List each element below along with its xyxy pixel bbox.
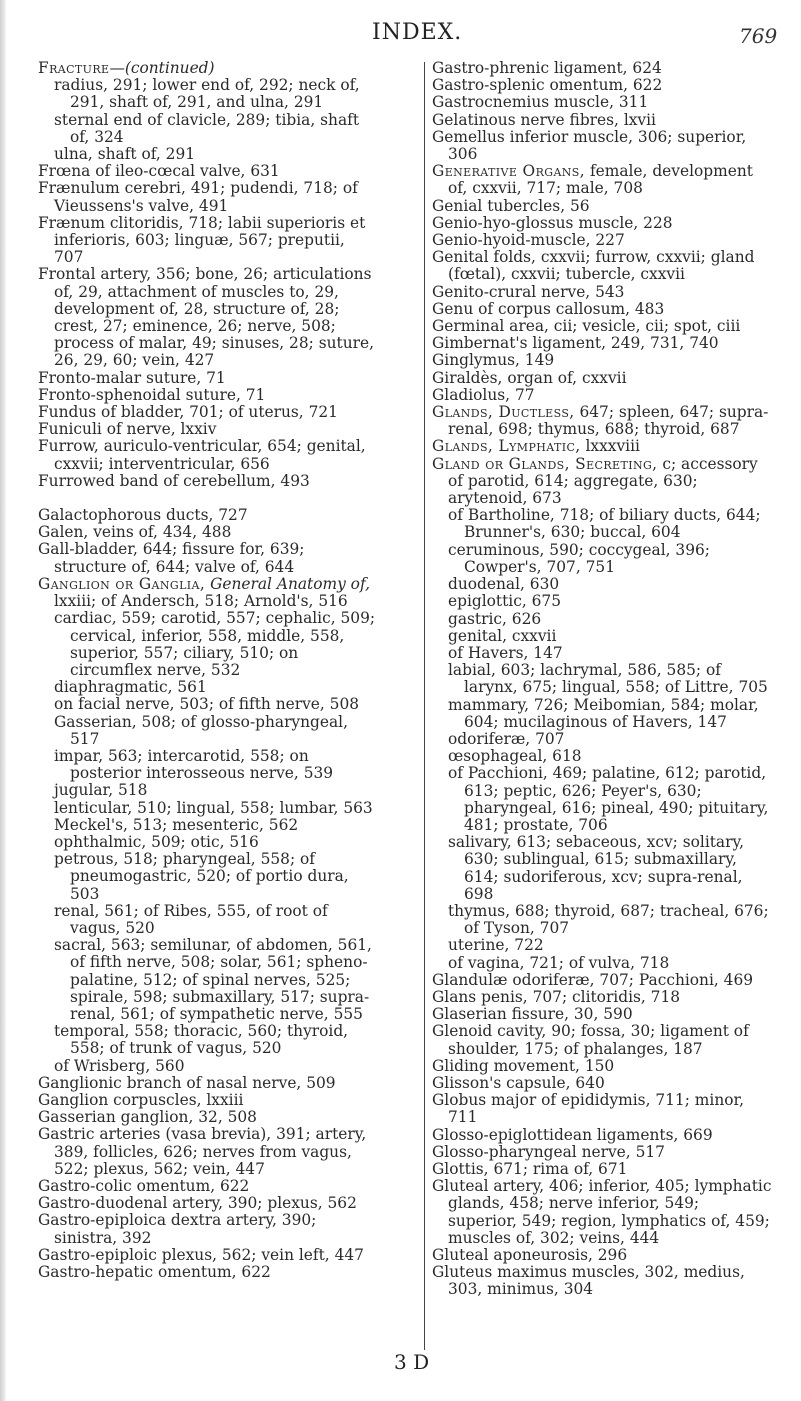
index-subentry: cardiac, 559; carotid, 557; cephalic, 509; cervical, inferior, 558, middle, 558, superior, 557; ciliary, 510; on circumflex nerve, 532 [54, 609, 376, 679]
index-entry: Glenoid cavity, 90; fossa, 30; ligament of shoulder, 175; of phalanges, 187 [432, 1022, 749, 1058]
index-subentry: renal, 561; of Ribes, 555, of root of vagus, 520 [54, 901, 328, 937]
index-entry: Genio-hyo-glossus muscle, 228 [432, 213, 673, 232]
index-subentry: temporal, 558; thoracic, 560; thyroid, 558; of trunk of vagus, 520 [54, 1022, 349, 1058]
column-divider [424, 62, 425, 1350]
index-subentry: thymus, 688; thyroid, 687; tracheal, 676; of Tyson, 707 [448, 901, 769, 938]
index-entry: Glottis, 671; rima of, 671 [432, 1160, 628, 1178]
entry-references: c; accessory of parotid, 614; aggregate, 630; arytenoid, 673 [448, 454, 758, 508]
index-entry: Germinal area, cii; vesicle, cii; spot, ciii [432, 317, 741, 336]
entry-heading: Fracture [38, 59, 110, 77]
index-entry: Gelatinous nerve fibres, lxvii [432, 110, 656, 129]
index-entry: Frontal artery, 356; bone, 26; articulations of, 29, attachment of muscles to, 29, development of, 28, structure of, 28; crest, 27; eminence, 26; nerve, 508; process of malar, 49; sinuses, 28; suture, 26, 29, 60; vein, 427 [38, 265, 374, 370]
index-subentry: epiglottic, 675 [448, 592, 561, 611]
index-subentry: labial, 603; lachrymal, 586, 585; of larynx, 675; lingual, 558; of Littre, 705 [448, 661, 768, 697]
index-subentry: ceruminous, 590; coccygeal, 396; Cowper's, 707, 751 [448, 540, 710, 576]
entry-separator: — [109, 59, 125, 77]
index-entry: Furrow, auriculo-ventricular, 654; genital, cxxvii; interventricular, 656 [38, 437, 366, 473]
entry-heading: Glands, Ductless, [432, 403, 575, 422]
index-subentry: jugular, 518 [54, 781, 148, 800]
index-entry [38, 576, 378, 610]
index-subentry: duodenal, 630 [448, 575, 560, 594]
index-subentry: gastric, 626 [448, 609, 542, 628]
index-entry: Fundus of bladder, 701; of uterus, 721 [38, 403, 338, 422]
index-entry: Ganglionic branch of nasal nerve, 509 [38, 1073, 336, 1092]
index-entry: Gasserian ganglion, 32, 508 [38, 1108, 257, 1127]
index-entry: Gemellus inferior muscle, 306; superior, 306 [432, 127, 747, 164]
entry-references: lxxiii; of Andersch, 518; Arnold's, 516 [54, 592, 348, 611]
page-number: 769 [739, 24, 778, 48]
page-binding-edge [0, 0, 6, 1401]
index-entry: Galactophorous ducts, 727 [38, 506, 248, 525]
index-entry: Genital folds, cxxvii; furrow, cxxvii; gland (fœtal), cxxvii; tubercle, cxxvii [432, 248, 755, 284]
index-entry: Frænulum cerebri, 491; pudendi, 718; of Vieussens's valve, 491 [38, 179, 358, 215]
index-entry: Glans penis, 707; clitoridis, 718 [432, 987, 681, 1006]
index-entry: Gastric arteries (vasa brevia), 391; artery, 389, follicles, 626; nerves from vagus, 522; plexus, 562; vein, 447 [38, 1125, 367, 1178]
index-entry [38, 60, 378, 77]
signature-mark: 3 D [394, 1350, 430, 1374]
entry-italic-note: General Anatomy of, [210, 574, 370, 593]
entry-references: female, development of, cxxvii, 717; male, 708 [448, 162, 753, 198]
index-subentry: uterine, 722 [448, 936, 544, 955]
index-entry: Ginglymus, 149 [432, 351, 555, 370]
entry-heading: Ganglion or Ganglia, [38, 574, 206, 593]
index-subentry: on facial nerve, 503; of fifth nerve, 508 [54, 695, 360, 714]
index-entry: Gastro-epiploic plexus, 562; vein left, 447 [38, 1245, 364, 1264]
index-entry: Genito-crural nerve, 543 [432, 282, 625, 301]
index-entry: Gastro-colic omentum, 622 [38, 1177, 250, 1195]
index-subentry: sternal end of clavicle, 289; tibia, shaft of, 324 [54, 110, 360, 146]
index-entry: Genu of corpus callosum, 483 [432, 299, 665, 318]
entry-heading: Generative Organs, [432, 162, 586, 181]
index-subentry: lenticular, 510; lingual, 558; lumbar, 563 [54, 798, 373, 817]
index-subentry: diaphragmatic, 561 [54, 678, 207, 697]
index-entry: Gladiolus, 77 [432, 385, 535, 404]
index-entry: Glosso-epiglottidean ligaments, 669 [432, 1125, 713, 1144]
index-entry: Glisson's capsule, 640 [432, 1073, 605, 1092]
index-entry: Gastro-duodenal artery, 390; plexus, 562 [38, 1194, 357, 1213]
index-subentry: œsophageal, 618 [448, 747, 582, 766]
index-entry: Fronto-sphenoidal suture, 71 [38, 385, 266, 404]
running-head-title: INDEX. [372, 20, 463, 45]
entry-heading: Gland or Glands, Secreting, [432, 454, 658, 473]
index-entry: Gall-bladder, 644; fissure for, 639; structure of, 644; valve of, 644 [38, 540, 305, 576]
index-entry: Frœna of ileo-cœcal valve, 631 [38, 162, 280, 181]
entry-references: 647; spleen, 647; supra-renal, 698; thymus, 688; thyroid, 687 [448, 403, 769, 439]
entry-references: lxxxviii [580, 437, 640, 456]
index-subentry: ophthalmic, 509; otic, 516 [54, 832, 259, 851]
index-entry: Genial tubercles, 56 [432, 196, 590, 215]
index-subentry: genital, cxxvii [448, 626, 557, 645]
entry-heading: Glands, Lymphatic, [432, 437, 581, 456]
index-entry [432, 163, 772, 197]
index-subentry: petrous, 518; pharyngeal, 558; of pneumogastric, 520; of portio dura, 503 [54, 850, 349, 903]
index-entry: Furrowed band of cerebellum, 493 [38, 471, 310, 490]
index-entry: Globus major of epididymis, 711; minor, 711 [432, 1091, 745, 1127]
index-entry: Gastro-hepatic omentum, 622 [38, 1263, 271, 1282]
index-entry: Gluteal artery, 406; inferior, 405; lymphatic glands, 458; nerve inferior, 549; superior, 549; region, lymphatics of, 459; muscles of, 302; veins, 444 [432, 1177, 772, 1247]
index-entry: Gastro-splenic omentum, 622 [432, 76, 663, 95]
index-entry [432, 438, 772, 455]
index-subentry: of Wrisberg, 560 [54, 1056, 185, 1075]
index-entry: Giraldès, organ of, cxxvii [432, 368, 627, 387]
index-subentry: sacral, 563; semilunar, of abdomen, 561, of fifth nerve, 508; solar, 561; spheno-palatine, 512; of spinal nerves, 525; spirale, 598; submaxillary, 517; supra-renal, 561; of sympathetic nerve, 555 [54, 936, 372, 1023]
index-entry: Gliding movement, 150 [432, 1056, 615, 1075]
index-entry [432, 456, 772, 508]
index-entry: Gimbernat's ligament, 249, 731, 740 [432, 334, 719, 353]
index-entry: Funiculi of nerve, lxxiv [38, 420, 217, 439]
index-entry: Glandulæ odoriferæ, 707; Pacchioni, 469 [432, 970, 754, 989]
index-subentry: of Bartholine, 718; of biliary ducts, 644; Brunner's, 630; buccal, 604 [448, 506, 761, 542]
index-column-left [38, 60, 378, 1281]
index-entry: Gastro-epiploica dextra artery, 390; sinistra, 392 [38, 1211, 317, 1247]
index-subentry: Gasserian, 508; of glosso-pharyngeal, 517 [54, 712, 348, 748]
index-entry: Ganglion corpuscles, lxxiii [38, 1090, 244, 1109]
index-entry: Gluteus maximus muscles, 302, medius, 303, minimus, 304 [432, 1263, 745, 1299]
index-subentry: mammary, 726; Meibomian, 584; molar, 604; mucilaginous of Havers, 147 [448, 695, 759, 731]
index-entry: Gluteal aponeurosis, 296 [432, 1246, 628, 1265]
index-subentry: of Havers, 147 [448, 643, 563, 662]
index-entry: Glaserian fissure, 30, 590 [432, 1005, 633, 1024]
index-entry: Genio-hyoid-muscle, 227 [432, 231, 625, 250]
index-entry: Gastro-phrenic ligament, 624 [432, 59, 662, 77]
page-header [0, 14, 801, 54]
index-subentry: Meckel's, 513; mesenteric, 562 [54, 815, 299, 834]
index-subentry: salivary, 613; sebaceous, xcv; solitary, 630; sublingual, 615; submaxillary, 614; sudoriferous, xcv; supra-renal, 698 [448, 833, 744, 903]
index-subentry: of vagina, 721; of vulva, 718 [448, 953, 670, 972]
index-column-right [432, 60, 772, 1299]
index-entry: Frænum clitoridis, 718; labii superioris et inferioris, 603; linguæ, 567; preputii, 707 [38, 213, 366, 267]
index-subentry: impar, 563; intercarotid, 558; on posterior interosseous nerve, 539 [54, 746, 334, 783]
index-subentry: ulna, shaft of, 291 [54, 145, 196, 164]
index-subentry: of Pacchioni, 469; palatine, 612; parotid, 613; peptic, 626; Peyer's, 630; pharyngeal, 616; pineal, 490; pituitary, 481; prostate, 706 [448, 764, 769, 834]
index-entry: Gastrocnemius muscle, 311 [432, 93, 649, 112]
index-subentry: radius, 291; lower end of, 292; neck of, 291, shaft of, 291, and ulna, 291 [54, 76, 360, 112]
entry-italic-note: (continued) [124, 59, 215, 77]
index-subentry: odoriferæ, 707 [448, 729, 565, 748]
index-entry: Fronto-malar suture, 71 [38, 368, 226, 387]
index-entry: Galen, veins of, 434, 488 [38, 523, 232, 542]
index-entry [432, 404, 772, 438]
index-entry: Glosso-pharyngeal nerve, 517 [432, 1142, 665, 1161]
